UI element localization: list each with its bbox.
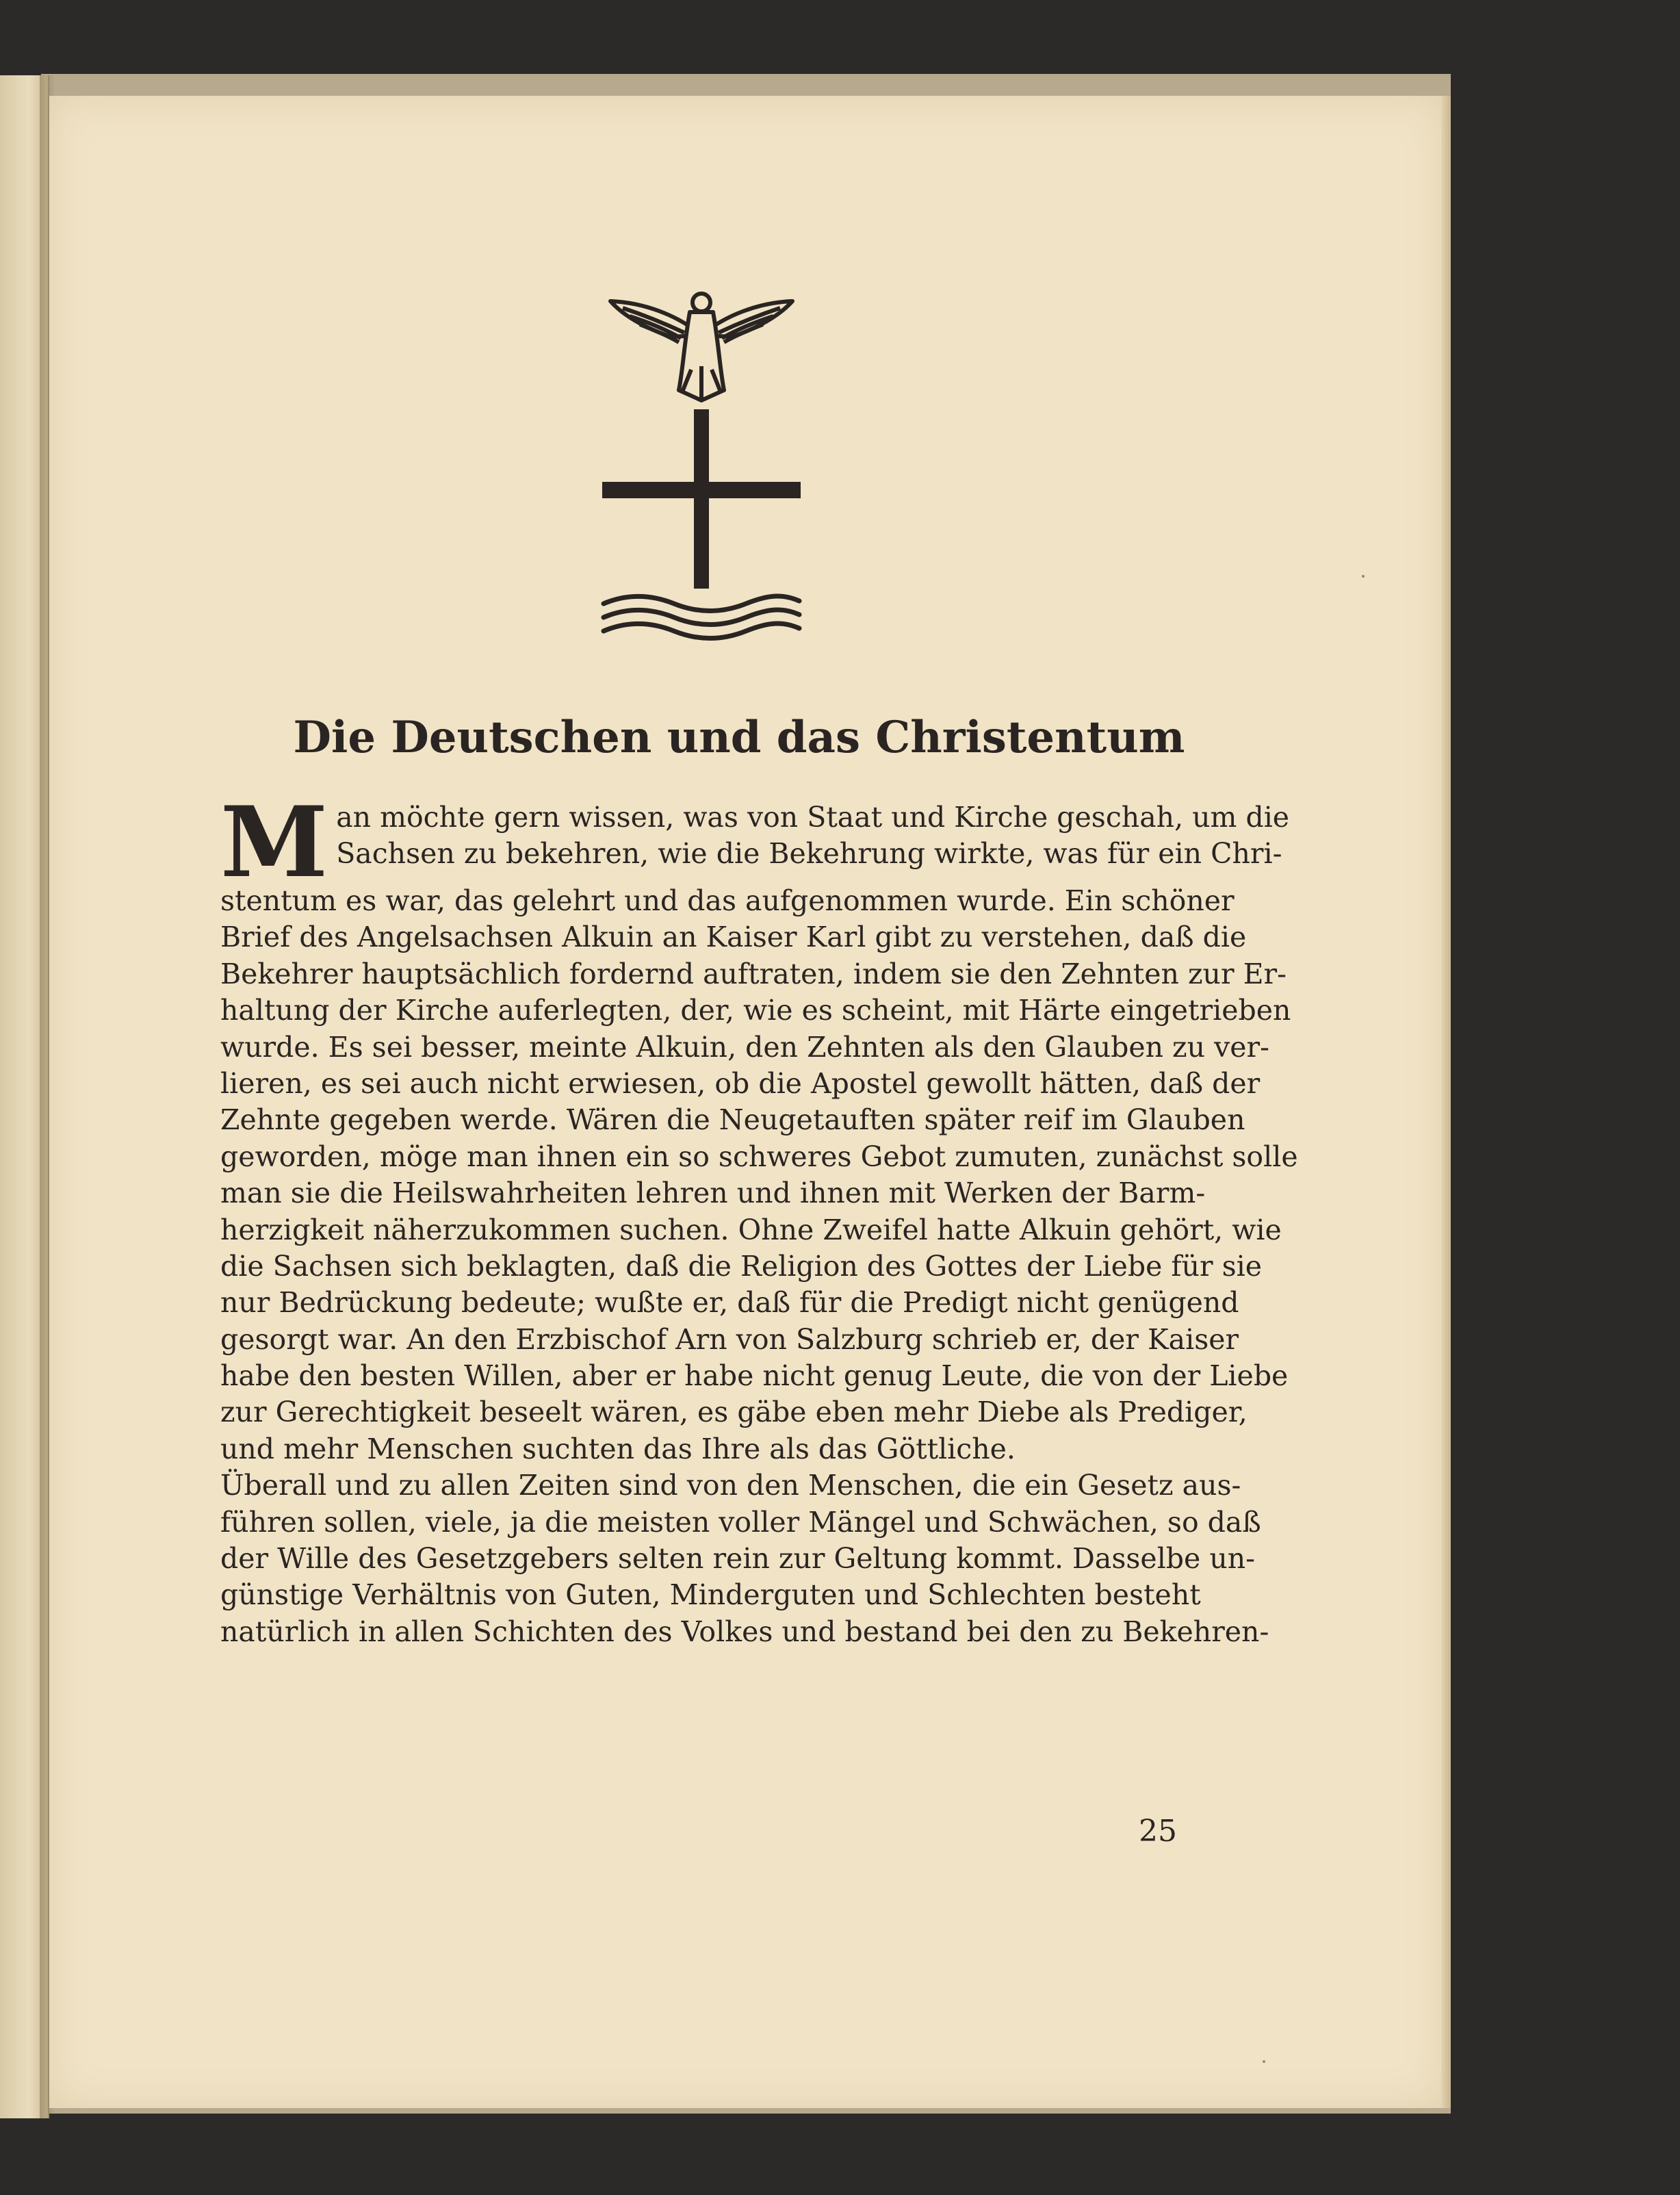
text-line: wurde. Es sei besser, meinte Alkuin, den Zehnten als den Glauben zu ver- bbox=[220, 1030, 1269, 1064]
text-line: geworden, möge man ihnen ein so schweres Gebot zumuten, zunächst solle bbox=[220, 1140, 1298, 1173]
text-line: Bekehrer hauptsächlich fordernd auftraten, indem sie den Zehnten zur Er- bbox=[220, 957, 1287, 990]
text-line: Sachsen zu bekehren, wie die Bekehrung wirkte, was für ein Chri- bbox=[336, 837, 1282, 871]
dove-icon bbox=[610, 294, 792, 400]
text-line: nur Bedrückung bedeute; wußte er, daß für die Predigt nicht genügend bbox=[220, 1286, 1239, 1320]
paper-speck bbox=[1263, 2060, 1265, 2063]
text-line: stentum es war, das gelehrt und das aufgenommen wurde. Ein schöner bbox=[220, 884, 1235, 917]
text-line: führen sollen, viele, ja die meisten voller Mängel und Schwächen, so daß bbox=[220, 1505, 1261, 1539]
text-line: Zehnte gegeben werde. Wären die Neugetauften später reif im Glauben bbox=[220, 1103, 1245, 1137]
text-line: an möchte gern wissen, was von Staat und Kirche geschah, um die bbox=[336, 801, 1290, 834]
page-number: 25 bbox=[1139, 1814, 1177, 1849]
cross-icon bbox=[602, 409, 801, 589]
emblem bbox=[602, 287, 801, 643]
text-line: habe den besten Willen, aber er habe nicht genug Leute, die von der Liebe bbox=[220, 1359, 1289, 1393]
text-line: und mehr Menschen suchten das Ihre als das Göttliche. bbox=[220, 1432, 1016, 1465]
text-line: man sie die Heilswahrheiten lehren und ihnen mit Werken der Barm- bbox=[220, 1177, 1206, 1210]
text-line: Überall und zu allen Zeiten sind von den Menschen, die ein Gesetz aus- bbox=[220, 1469, 1241, 1502]
text-line: haltung der Kirche auferlegten, der, wie es scheint, mit Härte eingetrieben bbox=[220, 994, 1291, 1027]
text-line: der Wille des Gesetzgebers selten rein zur Geltung kommt. Dasselbe un- bbox=[220, 1542, 1256, 1576]
text-line: günstige Verhältnis von Guten, Minderguten und Schlechten besteht bbox=[220, 1578, 1201, 1612]
page-right-edge bbox=[1441, 96, 1451, 2108]
text-line: herzigkeit näherzukommen suchen. Ohne Zweifel hatte Alkuin gehört, wie bbox=[220, 1213, 1282, 1246]
text-line: lieren, es sei auch nicht erwiesen, ob die Apostel gewollt hätten, daß der bbox=[220, 1066, 1261, 1100]
waves-icon bbox=[604, 596, 799, 639]
text-line: die Sachsen sich beklagten, daß die Religion des Gottes der Liebe für sie bbox=[220, 1249, 1263, 1283]
text-line: natürlich in allen Schichten des Volkes und bestand bei den zu Bekehren- bbox=[220, 1615, 1269, 1648]
text-line: gesorgt war. An den Erzbischof Arn von Salzburg schrieb er, der Kaiser bbox=[220, 1322, 1239, 1356]
text-line: zur Gerechtigkeit beseelt wären, es gäbe eben mehr Diebe als Prediger, bbox=[220, 1396, 1248, 1429]
dropcap: M bbox=[220, 786, 328, 899]
paper-speck bbox=[1362, 575, 1365, 578]
page-title: Die Deutschen und das Christentum bbox=[293, 712, 1185, 763]
text-line: Brief des Angelsachsen Alkuin an Kaiser Karl gibt zu verstehen, daß die bbox=[220, 921, 1247, 954]
body-text bbox=[220, 786, 1298, 1650]
